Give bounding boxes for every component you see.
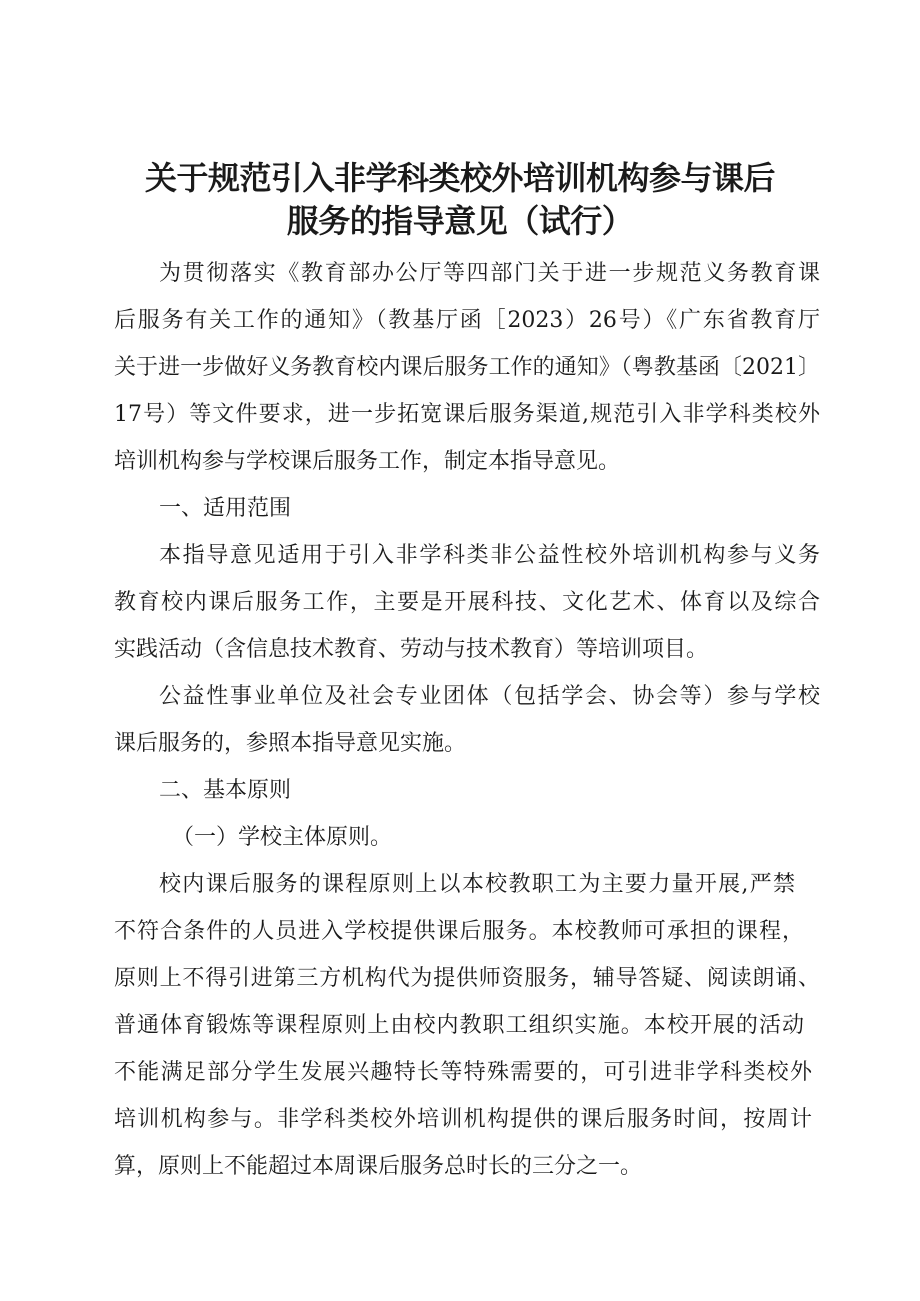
- section-1-para-1-line: 本指导意见适用于引入非学科类非公益性校外培训机构参与义务: [159, 543, 820, 568]
- section-2-para-line: 算，原则上不能超过本周课后服务总时长的三分之一。: [114, 1154, 643, 1179]
- intro-line: 为贯彻落实《教育部办公厅等四部门关于进一步规范义务教育课: [159, 261, 820, 286]
- section-1-para-2-line: 公益性事业单位及社会专业团体（包括学会、协会等）参与学校: [159, 684, 820, 709]
- section-2-para-line: 不符合条件的人员进入学校提供课后服务。本校教师可承担的课程，: [114, 919, 804, 944]
- document-title-line-1: 关于规范引入非学科类校外培训机构参与课后: [144, 159, 775, 197]
- section-2-para-line: 培训机构参与。非学科类校外培训机构提供的课后服务时间，按周计: [114, 1107, 812, 1132]
- section-2-para-line: 原则上不得引进第三方机构代为提供师资服务，辅导答疑、阅读朗诵、: [114, 966, 820, 991]
- section-2-para-line: 普通体育锻炼等课程原则上由校内教职工组织实施。本校开展的活动: [114, 1013, 804, 1038]
- section-1-para-2-line: 课后服务的，参照本指导意见实施。: [114, 731, 467, 756]
- intro-line: 17号）等文件要求，进一步拓宽课后服务渠道,规范引入非学科类校外: [114, 402, 820, 427]
- section-1-heading: 一、适用范围: [159, 496, 292, 521]
- section-2-subheading-1: （一）学校主体原则。: [172, 825, 393, 850]
- intro-line: 后服务有关工作的通知》（教基厅函［2023）26号）《广东省教育厅: [114, 308, 820, 333]
- section-2-para-line: 校内课后服务的课程原则上以本校教职工为主要力量开展,严禁: [159, 872, 795, 897]
- section-2-para-line: 不能满足部分学生发展兴趣特长等特殊需要的，可引进非学科类校外: [114, 1060, 812, 1085]
- section-2-heading: 二、基本原则: [159, 778, 292, 803]
- section-1-para-1-line: 实践活动（含信息技术教育、劳动与技术教育）等培训项目。: [114, 637, 709, 662]
- document-title-line-2: 服务的指导意见（试行）: [286, 202, 634, 240]
- section-1-para-1-line: 教育校内课后服务工作，主要是开展科技、文化艺术、体育以及综合: [114, 590, 820, 615]
- intro-line: 关于进一步做好义务教育校内课后服务工作的通知》（粤教基函〔2021〕: [114, 355, 820, 380]
- intro-line: 培训机构参与学校课后服务工作，制定本指导意见。: [114, 449, 621, 474]
